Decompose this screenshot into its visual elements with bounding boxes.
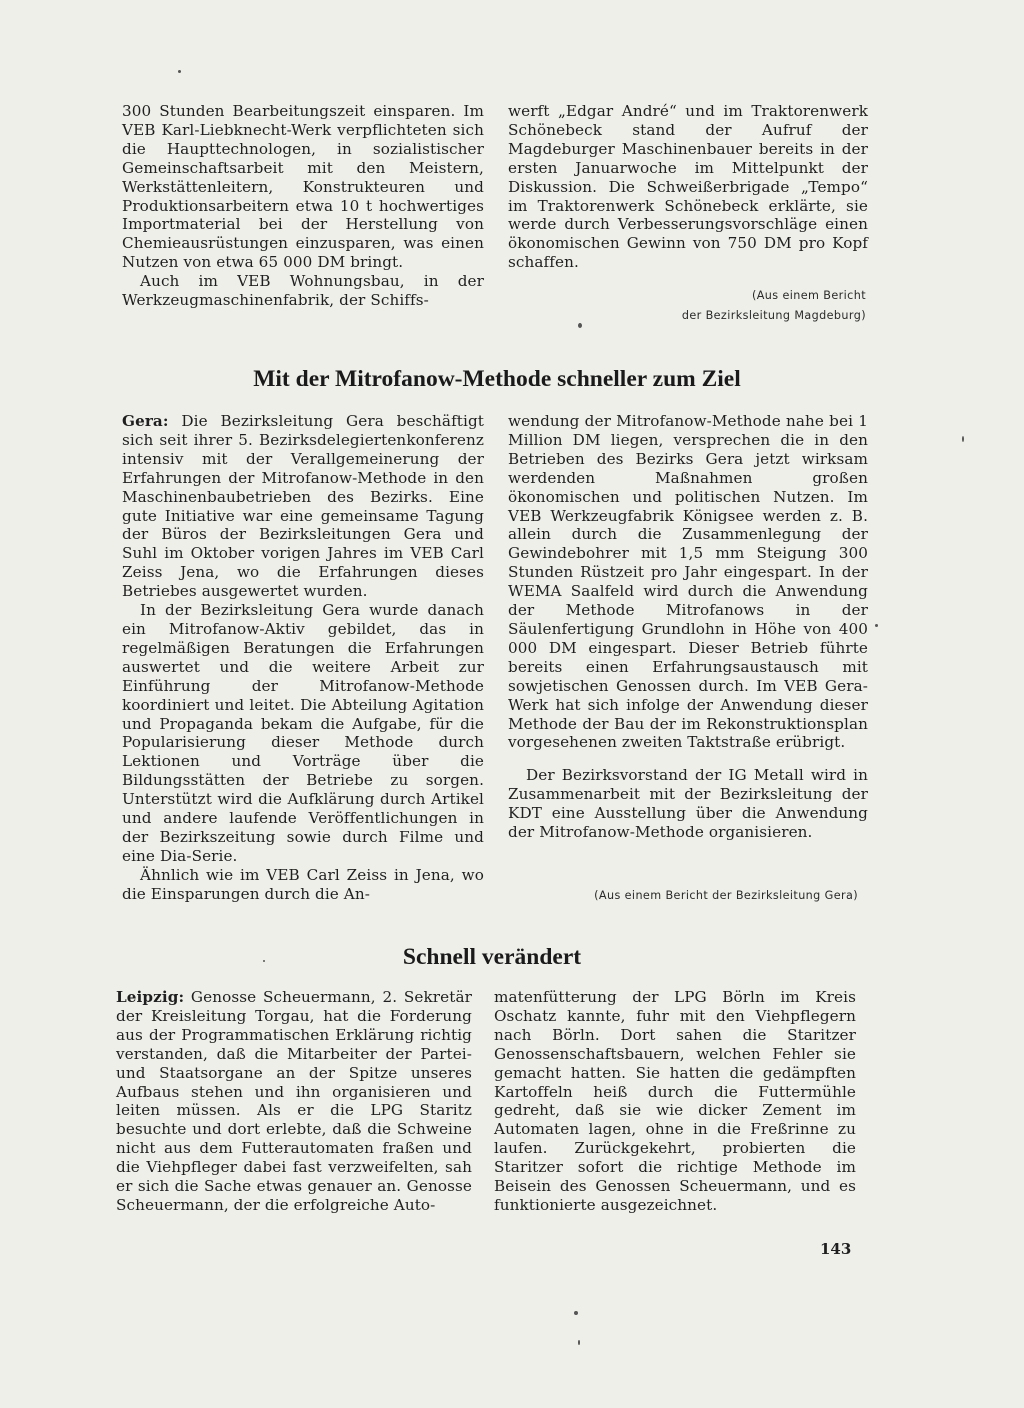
paragraph-text: Genosse Scheuermann, 2. Sekretär der Kreisleitung Torgau, hat die Forderung aus der Programmatischen Erklärung richtig verstanden, daß die Mitarbeiter der Partei- und Staatsorgane an der Spitze unseres Aufbaus stehen und ihn organisieren und leiten müssen. Als er die LPG Staritz besuchte und dort erlebte, daß die Schweine nicht aus dem Futterautomaten fraßen und die Viehpfleger dabei fast verzweifelten, sah er sich die Sache etwas genauer an. Genosse Scheuermann, der die erfolgreiche Auto- xyxy=(116,988,472,1214)
paragraph: Ähnlich wie im VEB Carl Zeiss in Jena, wo die Einsparungen durch die An- xyxy=(122,865,484,903)
location-lead: Leipzig: xyxy=(116,988,185,1006)
scan-speck xyxy=(263,960,265,962)
top-right-column xyxy=(508,102,868,272)
paragraph: matenfütterung der LPG Börln im Kreis Oschatz kannte, fuhr mit den Viehpflegern nach Börln. Dort sahen die Staritzer Genossenschaftsbauern, welchen Fehler sie gemacht hatten. Sie hatten die gedämpften Kartoffeln heiß durch die Futtermühle gedreht, daß sie wie dicker Zement im Automaten lagen, ohne in die Freßrinne zu laufen. Zurückgekehrt, probierten die Staritzer sofort die richtige Methode im Beisein des Genossen Scheuermann, und es funktionierte ausgezeichnet. xyxy=(494,988,856,1214)
location-lead: Gera: xyxy=(122,412,169,430)
paragraph: Der Bezirksvorstand der IG Metall wird in Zusammenarbeit mit der Bezirksleitung der KDT eine Ausstellung über die Anwendung der Mitrofanow-Methode organisieren. xyxy=(508,766,868,842)
paragraph-text: Die Bezirksleitung Gera beschäftigt sich seit ihrer 5. Bezirksdelegiertenkonferenz intensiv mit der Verallgemeinerung der Erfahrungen der Mitrofanow-Methode in den Maschinenbaubetrieben des Bezirks. Eine gute Initiative war eine gemeinsame Tagung der Büros der Bezirksleitungen Gera und Suhl im Oktober vorigen Jahres im VEB Carl Zeiss Jena, wo die Erfahrungen dieses Betriebes ausgewertet wurden. xyxy=(122,412,484,601)
paragraph: 300 Stunden Bearbeitungszeit einsparen. Im VEB Karl-Liebknecht-Werk verpflichteten sich die Haupttechnologen, in sozialistischer Gemeinschaftsarbeit mit den Meistern, Werkstättenleitern, Konstrukteuren und Produktionsarbeitern etwa 10 t hochwertiges Importmaterial bei der Herstellung von Chemieausrüstungen einzusparen, was einen Nutzen von etwa 65 000 DM bringt. xyxy=(122,102,484,272)
paragraph: Auch im VEB Wohnungsbau, in der Werkzeugmaschinenfabrik, der Schiffs- xyxy=(122,272,484,310)
article-right-column xyxy=(494,988,856,1215)
article-left-column xyxy=(116,988,472,1215)
source-citation: (Aus einem Bericht der Bezirksleitung Gera) xyxy=(594,889,858,902)
article-left-column xyxy=(122,412,484,904)
scan-speck xyxy=(875,624,878,627)
paragraph xyxy=(122,412,484,601)
page-number: 143 xyxy=(820,1240,852,1258)
paragraph: werft „Edgar André“ und im Traktorenwerk Schönebeck stand der Aufruf der Magdeburger Maschinenbauer bereits in der ersten Januarwoche im Mittelpunkt der Diskussion. Die Schweißerbrigade „Tempo“ im Traktorenwerk Schönebeck erklärte, sie werde durch Verbesserungsvorschläge einen ökonomischen Gewinn von 750 DM pro Kopf schaffen. xyxy=(508,102,868,272)
top-left-column xyxy=(122,102,484,310)
scan-speck xyxy=(962,436,964,442)
article-right-column xyxy=(508,412,868,842)
article-heading: Mit der Mitrofanow-Methode schneller zum Ziel xyxy=(253,366,741,392)
scan-speck xyxy=(178,70,181,73)
source-line: (Aus einem Bericht xyxy=(751,289,866,302)
scan-speck xyxy=(574,1311,578,1315)
scan-speck xyxy=(578,1340,580,1345)
paragraph: wendung der Mitrofanow-Methode nahe bei 1 Million DM liegen, versprechen die in den Betrieben des Bezirks Gera jetzt wirksam werdenden Maßnahmen großen ökonomischen und politischen Nutzen. Im VEB Werkzeugfabrik Königsee werden z. B. allein durch die Zusammenlegung der Gewindebohrer mit 1,5 mm Steigung 300 Stunden Rüstzeit pro Jahr eingespart. In der WEMA Saalfeld wird durch die Anwendung der Methode Mitrofanows in der Säulenfertigung Grundlohn in Höhe von 400 000 DM eingespart. Dieser Betrieb führte bereits einen Erfahrungsaustausch mit sowjetischen Genossen durch. Im VEB Gera-Werk hat sich infolge der Anwendung dieser Methode der Bau der im Rekonstruktionsplan vorgesehenen zweiten Taktstraße erübrigt. xyxy=(508,412,868,752)
paragraph: In der Bezirksleitung Gera wurde danach ein Mitrofanow-Aktiv gebildet, das in regelmäßigen Beratungen die Erfahrungen auswertet und die weitere Arbeit zur Einführung der Mitrofanow-Methode koordiniert und leitet. Die Abteilung Agitation und Propaganda bekam die Aufgabe, für die Popularisierung dieser Methode durch Lektionen und Vorträge über die Bildungsstätten der Betriebe zu sorgen. Unterstützt wird die Aufklärung durch Artikel und andere laufende Veröffentlichungen in der Bezirkszeitung sowie durch Filme und eine Dia-Serie. xyxy=(122,601,484,865)
source-line: der Bezirksleitung Magdeburg) xyxy=(681,309,866,322)
article-heading: Schnell verändert xyxy=(402,944,582,970)
scan-speck xyxy=(578,323,582,328)
paragraph xyxy=(116,988,472,1215)
source-citation xyxy=(560,286,866,326)
